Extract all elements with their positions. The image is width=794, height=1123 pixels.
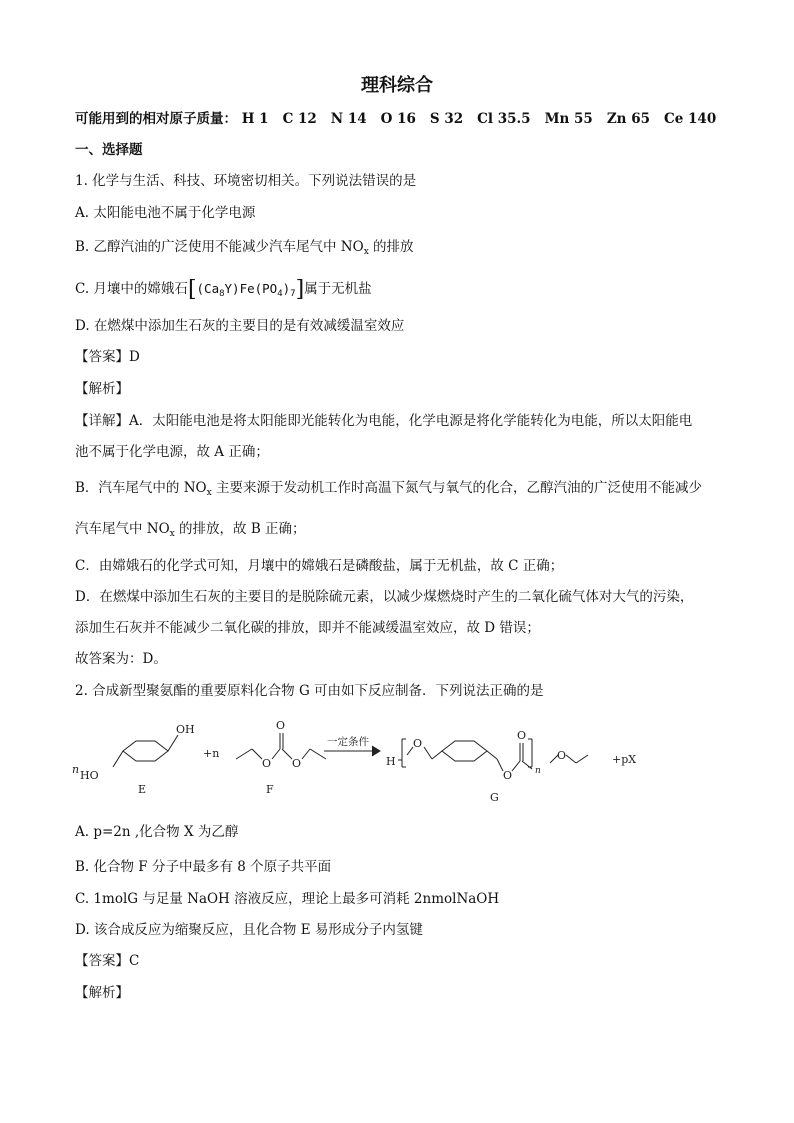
o-end: O [557,749,567,762]
q1-option-c-tail: 属于无机盐 [304,281,372,297]
o-ester: O [503,769,513,782]
q2-option-c: C. 1molG 与足量 NaOH 溶液反应，理论上最多可消耗 2nmolNaOH [75,891,500,907]
cyclohexane-ring-g [442,741,487,761]
q1-detail-a2: 池不属于化学电源，故 A 正确； [75,444,269,460]
page-title: 理科综合 [361,75,433,96]
atomic-mass-item: Zn 65 [606,111,650,127]
f-o-left: O [262,757,272,770]
cyclohexane-ring-e [123,741,168,761]
q1-detail-a1: 【详解】A．太阳能电池是将太阳能即光能转化为电能，化学电源是将化学能转化为电能，所以太阳能电 [75,413,693,429]
n-subscript: n [535,766,541,776]
section-heading: 一、选择题 [75,142,143,158]
atomic-mass-item: N 14 [330,111,367,127]
bracket-right: ] [295,277,305,302]
formula: $(Ca_8Y)Fe(PO_4)_7$ [196,281,296,299]
atomic-mass-item: C 12 [282,111,317,127]
f-o-right: O [292,757,302,770]
f-bond [236,749,252,759]
atomic-mass-item: O 16 [380,111,416,127]
atomic-mass-line [75,110,730,128]
q1-conclusion: 故答案为：D。 [75,651,167,667]
answer-tag: 【答案】 [75,953,129,969]
reaction-scheme [0,715,794,815]
q1-option-b [75,238,414,261]
q1-option-d: D. 在燃煤中添加生石灰的主要目的是有效减缓温室效应 [75,318,405,334]
answer-value: D [129,349,140,365]
ho-label: HO [80,769,99,782]
q1-detail-d1: D．在燃煤中添加生石灰的主要目的是脱除硫元素，以减少煤燃烧时产生的二氧化硫气体对大气的污染， [75,589,694,605]
plus-px-label: +pX [612,753,637,766]
answer-tag: 【答案】 [75,349,129,365]
q1-stem: 1. 化学与生活、科技、环境密切相关。下列说法错误的是 [75,173,417,189]
q1-detail-c: C．由嫦娥石的化学式可知，月壤中的嫦娥石是磷酸盐，属于无机盐，故 C 正确； [75,558,564,574]
q1-option-c-text: C. 月壤中的嫦娥石 [75,281,188,297]
q1-detail-b1: B．汽车尾气中的 $NO_x$ 主要来源于发动机工作时高温下氮气与氧气的化合，乙醇汽油的广泛使用不能减少 [75,480,702,498]
f-o-top: O [276,719,286,732]
subscript: x [363,247,369,257]
atomic-mass-item: Ce 140 [664,111,717,127]
o-carbonyl: O [517,729,527,742]
q1-analysis-tag: 【解析】 [75,381,129,397]
oh-label: OH [176,723,195,736]
q2-answer [75,952,139,970]
q1-option-c [75,277,372,303]
condition-label: 一定条件 [327,736,369,748]
bracket-left: [ [187,277,197,302]
plus-n-label: +n [203,747,220,760]
answer-value: C [129,953,140,969]
q2-option-b: B. 化合物 F 分子中最多有 8 个原子共平面 [75,859,332,875]
q1-option-a: A. 太阳能电池不属于化学电源 [75,205,256,221]
h-label: H [386,755,396,768]
q2-option-a: A. p=2n ,化合物 X 为乙醇 [75,824,239,840]
detail-tag: 【详解】 [75,413,129,429]
label-e: E [138,783,147,796]
atomic-mass-item: S 32 [429,111,464,127]
label-g: G [490,791,499,804]
o-label: O [413,737,423,750]
q2-analysis-tag: 【解析】 [75,985,129,1001]
q1-detail-b2: 汽车尾气中 $NO_x$ 的排放，故 B 正确； [75,521,306,539]
label-f: F [266,783,274,796]
coefficient-n: n [72,763,80,776]
q1-option-b-tail: 的排放 [368,239,414,255]
atomic-mass-items [242,111,731,127]
atomic-mass-label: 可能用到的相对原子质量： [75,111,237,127]
q1-option-b-text: B. 乙醇汽油的广泛使用不能减少汽车尾气中 NO [75,239,364,255]
q1-detail-d2: 添加生石灰并不能减少二氧化碳的排放，即并不能减缓温室效应，故 D 错误； [75,620,540,636]
atomic-mass-item: H 1 [241,111,269,127]
q2-stem: 2. 合成新型聚氨酯的重要原料化合物 G 可由如下反应制备．下列说法正确的是 [75,683,544,699]
atomic-mass-item: Mn 55 [544,111,593,127]
q1-answer [75,348,140,366]
q2-option-d: D. 该合成反应为缩聚反应，且化合物 E 易形成分子内氢键 [75,922,423,938]
atomic-mass-item: Cl 35.5 [477,111,531,127]
